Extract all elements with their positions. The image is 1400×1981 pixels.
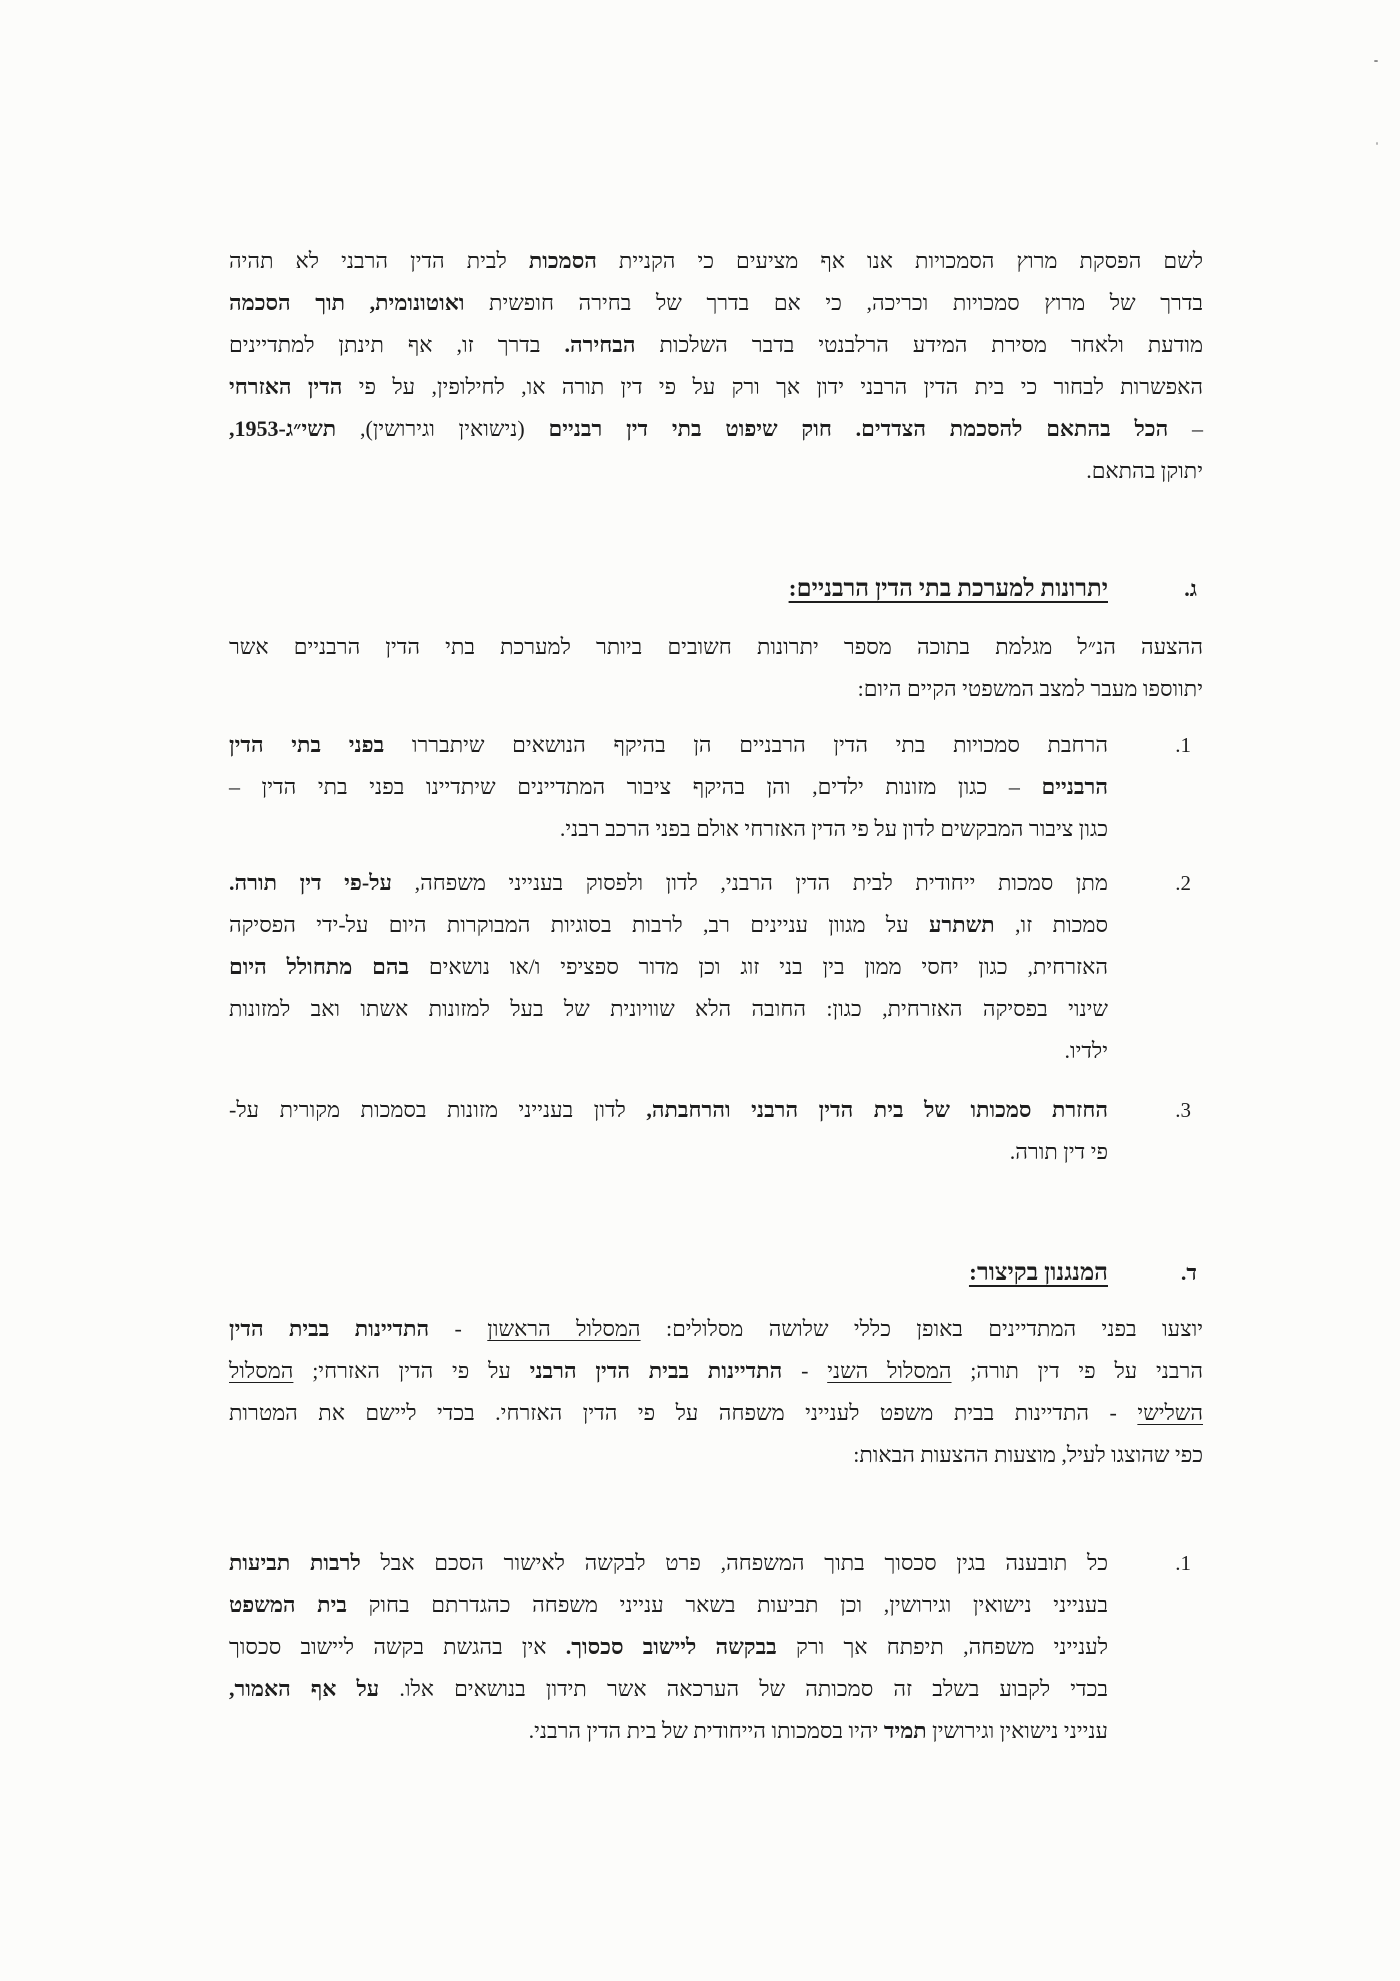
text-segment: –	[1168, 416, 1204, 441]
text-segment: לדון בענייני מזונות בסמכות מקורית על-	[229, 1097, 647, 1122]
bold-text: בפני בתי הדין	[229, 732, 385, 757]
text-line	[229, 240, 1203, 282]
text-line	[229, 1584, 1108, 1626]
text-segment: -	[782, 1358, 828, 1383]
text-segment: כל תובענה בגין סכסוך בתוך המשפחה, פרט לבקשה לאישור הסכם אבל	[360, 1550, 1109, 1575]
bold-text: בבקשה ליישוב סכסוך.	[565, 1634, 777, 1659]
text-segment: סמכות זו,	[994, 912, 1108, 937]
list-item-text	[229, 1089, 1108, 1173]
text-segment: האזרחית, כגון יחסי ממון בין בני זוג וכן מדור ספציפי ו/או נושאים	[409, 954, 1108, 979]
section-d-heading	[229, 1252, 1203, 1294]
text-line	[229, 1392, 1203, 1434]
text-line	[229, 324, 1203, 366]
text-segment: לענייני משפחה, תיפתח אך ורק	[776, 1634, 1108, 1659]
bold-text: התדיינות בבית הדין הרבני	[529, 1358, 783, 1383]
section-g-heading	[229, 568, 1203, 610]
underlined-text: המסלול השני	[827, 1358, 952, 1383]
text-segment: יהיו בסמכותו הייחודית של בית הדין הרבני.	[528, 1718, 884, 1743]
list-item-text	[229, 1542, 1108, 1752]
text-segment: האפשרות לבחור כי בית הדין הרבני ידון אך ורק על פי דין תורה או, לחילופין, על פי	[342, 374, 1204, 399]
text-segment: פי דין תורה.	[1009, 1139, 1108, 1164]
bold-text: ואוטונומית, תוך הסכמה	[229, 290, 465, 315]
text-line	[229, 1542, 1108, 1584]
section-title: יתרונות למערכת בתי הדין הרבניים:	[788, 576, 1108, 602]
text-segment: ילדיו.	[1064, 1038, 1108, 1063]
scan-mark	[1374, 60, 1378, 62]
text-line	[229, 946, 1108, 988]
text-segment: על מגוון עניינים רב, לרבות בסוגיות המבוקרות היום על-ידי הפסיקה	[229, 912, 930, 937]
text-segment: על פי הדין האזרחי;	[293, 1358, 530, 1383]
underlined-text: המסלול	[229, 1358, 294, 1383]
list-item-number: 3.	[1175, 1098, 1191, 1122]
text-line	[229, 626, 1203, 668]
text-line	[229, 1626, 1108, 1668]
text-segment: בדרך של מרוץ סמכויות וכריכה, כי אם בדרך של בחירה חופשית	[464, 290, 1204, 315]
section-title: המנגנון בקיצור:	[968, 1260, 1108, 1286]
section-d-intro-paragraph	[229, 1308, 1203, 1476]
text-segment: שינוי בפסיקה האזרחית, כגון: החובה הלא שוויונית של בעל למזונות אשתו ואב למזונות	[229, 996, 1108, 1021]
bold-text: תשי״ג-1953,	[229, 416, 337, 441]
bold-text: על-פי דין תורה.	[229, 870, 392, 895]
text-segment: אין בהגשת בקשה ליישוב סכסוך	[229, 1634, 566, 1659]
text-segment: ענייני נישואין וגירושין	[926, 1718, 1108, 1743]
bold-text: התדיינות בבית הדין	[229, 1316, 430, 1341]
bold-text: לרבות תביעות	[229, 1550, 361, 1575]
text-line	[229, 1710, 1108, 1752]
text-line	[229, 1131, 1108, 1173]
underlined-text: המסלול הראשון	[487, 1316, 641, 1341]
text-segment: הרחבת סמכויות בתי הדין הרבניים הן בהיקף הנושאים שיתבררו	[384, 732, 1108, 757]
text-segment: לבית הדין הרבני לא תהיה	[229, 248, 529, 273]
document-page	[229, 0, 1203, 1981]
bold-text: תמיד	[883, 1718, 927, 1743]
text-line	[229, 808, 1108, 850]
text-segment: (נישואין וגירושין),	[336, 416, 549, 441]
section-g-intro-paragraph	[229, 626, 1203, 710]
text-line	[229, 1030, 1108, 1072]
text-line	[229, 282, 1203, 324]
list-item	[229, 1542, 1203, 1752]
text-segment: מודעת ולאחר מסירת המידע הרלבנטי בדבר השלכות	[635, 332, 1203, 357]
text-segment: – כגון מזונות ילדים, והן בהיקף ציבור המתדיינים שיתדיינו בפני בתי הדין –	[229, 774, 1042, 799]
text-segment: הרבני על פי דין תורה;	[951, 1358, 1203, 1383]
text-line	[229, 1668, 1108, 1710]
text-line	[229, 1089, 1108, 1131]
section-number: ג.	[1184, 576, 1197, 601]
text-line	[229, 988, 1108, 1030]
text-segment: יתוקן בהתאם.	[1086, 458, 1203, 483]
list-item-number: 2.	[1175, 871, 1191, 895]
list-item-text	[229, 862, 1108, 1072]
text-segment: מתן סמכות ייחודית לבית הדין הרבני, לדון ולפסוק בענייני משפחה,	[391, 870, 1108, 895]
text-segment: ההצעה הנ״ל מגלמת בתוכה מספר יתרונות חשובים ביותר למערכת בתי הדין הרבניים אשר	[229, 634, 1203, 659]
text-line	[229, 408, 1203, 450]
text-line	[229, 1350, 1203, 1392]
text-line	[229, 862, 1108, 904]
intro-paragraph	[229, 240, 1203, 492]
text-segment: -	[429, 1316, 488, 1341]
bold-text: הבחירה.	[564, 332, 636, 357]
text-line	[229, 766, 1108, 808]
list-item-number: 1.	[1175, 1551, 1191, 1575]
bold-text: בהם מתחולל היום	[229, 954, 410, 979]
text-line	[229, 1434, 1203, 1476]
bold-text: החזרת סמכותו של בית הדין הרבני והרחבתה,	[646, 1097, 1108, 1122]
text-segment: כפי שהוצגו לעיל, מוצעות ההצעות הבאות:	[853, 1442, 1203, 1467]
bold-text: בית המשפט	[229, 1592, 347, 1617]
bold-text: תשתרע	[929, 912, 995, 937]
text-segment: יוצעו בפני המתדיינים באופן כללי שלושה מסלולים:	[640, 1316, 1203, 1341]
text-line	[229, 724, 1108, 766]
text-segment: בדרך זו, אף תינתן למתדיינים	[229, 332, 565, 357]
text-line	[229, 904, 1108, 946]
list-item-text	[229, 724, 1108, 850]
scan-mark	[1376, 142, 1378, 145]
text-segment: בכדי לקבוע בשלב זה סמכותה של הערכאה אשר תידון בנושאים אלו.	[379, 1676, 1108, 1701]
text-segment: - התדיינות בבית משפט לענייני משפחה על פי הדין האזרחי. בכדי ליישם את המטרות	[229, 1400, 1138, 1425]
list-item	[229, 724, 1203, 850]
list-item	[229, 1089, 1203, 1173]
bold-text: הכל בהתאם להסכמת הצדדים. חוק שיפוט בתי דין רבניים	[548, 416, 1169, 441]
bold-text: הסמכות	[528, 248, 597, 273]
list-item-number: 1.	[1175, 733, 1191, 757]
section-number: ד.	[1180, 1260, 1197, 1285]
text-line	[229, 450, 1203, 492]
text-segment: יתווספו מעבר למצב המשפטי הקיים היום:	[857, 676, 1203, 701]
text-segment: בענייני נישואין וגירושין, וכן תביעות בשאר ענייני משפחה כהגדרתם בחוק	[346, 1592, 1108, 1617]
underlined-text: השלישי	[1137, 1400, 1203, 1425]
text-segment: כגון ציבור המבקשים לדון על פי הדין האזרחי אולם בפני הרכב רבני.	[559, 816, 1108, 841]
bold-text: על אף האמור,	[229, 1676, 380, 1701]
bold-text: הדין האזרחי	[229, 374, 343, 399]
bold-text: הרבניים	[1041, 774, 1108, 799]
text-line	[229, 366, 1203, 408]
text-segment: לשם הפסקת מרוץ הסמכויות אנו אף מציעים כי הקניית	[596, 248, 1203, 273]
text-line	[229, 668, 1203, 710]
text-line	[229, 1308, 1203, 1350]
list-item	[229, 862, 1203, 1072]
